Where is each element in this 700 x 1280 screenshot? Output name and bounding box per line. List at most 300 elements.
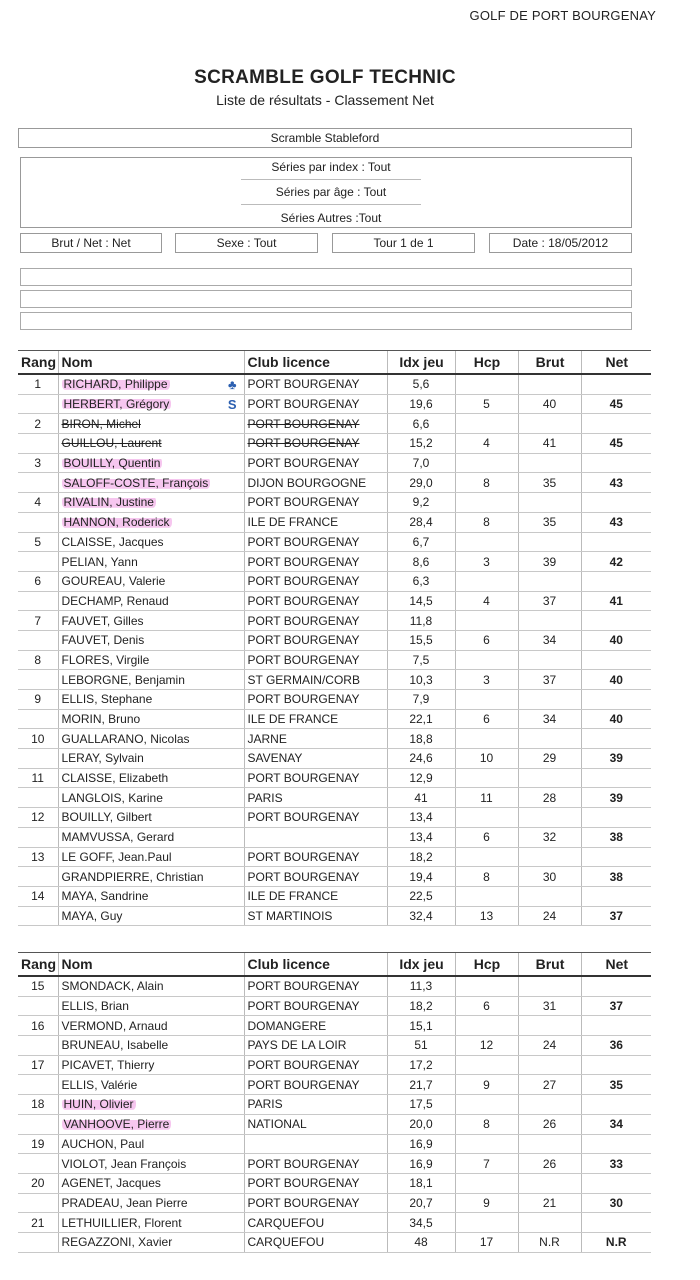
rank-cell: 17 [18, 1055, 58, 1075]
brut-cell: 21 [518, 1193, 581, 1213]
results-table-1 [18, 350, 651, 926]
rank-cell [18, 906, 58, 926]
hcp-cell: 13 [455, 906, 518, 926]
rank-cell [18, 1193, 58, 1213]
player-name: ELLIS, Valérie [58, 1075, 244, 1095]
hcp-cell: 5 [455, 394, 518, 414]
index-cell: 21,7 [387, 1075, 455, 1095]
hcp-cell: 8 [455, 512, 518, 532]
brut-cell [518, 650, 581, 670]
net-cell [581, 1134, 651, 1154]
player-name: FAUVET, Denis [58, 630, 244, 650]
index-cell: 6,3 [387, 571, 455, 591]
club-cell: SAVENAY [244, 749, 387, 769]
net-cell [581, 374, 651, 394]
rank-cell: 8 [18, 650, 58, 670]
table-row [18, 1114, 651, 1134]
net-cell [581, 729, 651, 749]
hcp-cell [455, 650, 518, 670]
net-cell [581, 1055, 651, 1075]
hcp-cell [455, 532, 518, 552]
net-cell: 45 [581, 394, 651, 414]
brut-cell: N.R [518, 1232, 581, 1252]
brut-cell: 37 [518, 670, 581, 690]
brut-cell: 37 [518, 591, 581, 611]
brut-cell [518, 1173, 581, 1193]
club-cell: PORT BOURGENAY [244, 996, 387, 1016]
table-row [18, 434, 651, 454]
club-cell: PORT BOURGENAY [244, 1173, 387, 1193]
rank-cell [18, 827, 58, 847]
player-name: RICHARD, Philippe ♣ [58, 374, 244, 394]
index-cell: 17,2 [387, 1055, 455, 1075]
brut-cell [518, 886, 581, 906]
club-cell: ILE DE FRANCE [244, 709, 387, 729]
brut-cell [518, 414, 581, 434]
net-cell [581, 571, 651, 591]
net-cell [581, 768, 651, 788]
col-nom-header: Nom [58, 351, 244, 375]
rank-cell [18, 1036, 58, 1056]
rank-cell [18, 394, 58, 414]
table-row [18, 827, 651, 847]
col-hcp-header: Hcp [455, 953, 518, 977]
player-name: CLAISSE, Elizabeth [58, 768, 244, 788]
table-row [18, 1154, 651, 1174]
rank-cell: 19 [18, 1134, 58, 1154]
player-name: BRUNEAU, Isabelle [58, 1036, 244, 1056]
hcp-cell: 3 [455, 552, 518, 572]
index-cell: 7,9 [387, 690, 455, 710]
table-row [18, 493, 651, 513]
hcp-cell: 7 [455, 1154, 518, 1174]
table-row [18, 394, 651, 414]
player-name: HUIN, Olivier [58, 1095, 244, 1115]
brut-cell [518, 611, 581, 631]
results-table-2 [18, 952, 651, 1253]
index-cell: 24,6 [387, 749, 455, 769]
rank-cell: 12 [18, 808, 58, 828]
empty-row-1 [20, 268, 632, 286]
empty-row-3 [20, 312, 632, 330]
table-row [18, 670, 651, 690]
index-cell: 9,2 [387, 493, 455, 513]
index-cell: 11,3 [387, 976, 455, 996]
net-cell [581, 1095, 651, 1115]
club-cell: PORT BOURGENAY [244, 532, 387, 552]
rank-cell: 9 [18, 690, 58, 710]
col-brut-header: Brut [518, 351, 581, 375]
table-header-row [18, 953, 651, 977]
net-cell: 37 [581, 996, 651, 1016]
brut-cell [518, 808, 581, 828]
col-club-header: Club licence [244, 953, 387, 977]
index-cell: 13,4 [387, 827, 455, 847]
brut-cell [518, 1095, 581, 1115]
rank-cell: 5 [18, 532, 58, 552]
table-row [18, 591, 651, 611]
brut-cell [518, 690, 581, 710]
rank-cell [18, 512, 58, 532]
index-cell: 34,5 [387, 1213, 455, 1233]
club-cell: PORT BOURGENAY [244, 374, 387, 394]
table-row [18, 1036, 651, 1056]
col-net-header: Net [581, 351, 651, 375]
table-row [18, 571, 651, 591]
brut-cell: 34 [518, 709, 581, 729]
hcp-cell [455, 976, 518, 996]
filter-brut-net: Brut / Net : Net [20, 233, 162, 253]
player-name: HERBERT, Grégory S [58, 394, 244, 414]
player-name: LETHUILLIER, Florent [58, 1213, 244, 1233]
club-cell: PORT BOURGENAY [244, 847, 387, 867]
rank-cell: 20 [18, 1173, 58, 1193]
table-row [18, 414, 651, 434]
table-row [18, 1016, 651, 1036]
brut-cell [518, 532, 581, 552]
brut-cell: 29 [518, 749, 581, 769]
hcp-cell: 17 [455, 1232, 518, 1252]
table-row [18, 996, 651, 1016]
club-cell: CARQUEFOU [244, 1213, 387, 1233]
index-cell: 20,7 [387, 1193, 455, 1213]
table-row [18, 906, 651, 926]
net-cell: 43 [581, 512, 651, 532]
player-name: LANGLOIS, Karine [58, 788, 244, 808]
series-autres: Séries Autres :Tout [280, 211, 382, 225]
player-name: REGAZZONI, Xavier [58, 1232, 244, 1252]
player-name: MAYA, Guy [58, 906, 244, 926]
rank-cell: 16 [18, 1016, 58, 1036]
hcp-cell [455, 1173, 518, 1193]
table-row [18, 532, 651, 552]
club-cell: PORT BOURGENAY [244, 768, 387, 788]
table-row [18, 886, 651, 906]
player-name: MAMVUSSA, Gerard [58, 827, 244, 847]
col-club-header: Club licence [244, 351, 387, 375]
table-row [18, 1213, 651, 1233]
net-cell: 35 [581, 1075, 651, 1095]
hcp-cell: 3 [455, 670, 518, 690]
rank-cell [18, 867, 58, 887]
net-cell [581, 886, 651, 906]
brut-cell: 32 [518, 827, 581, 847]
table-row [18, 808, 651, 828]
club-cell [244, 827, 387, 847]
table-row [18, 630, 651, 650]
net-cell [581, 1016, 651, 1036]
index-cell: 10,3 [387, 670, 455, 690]
brut-cell [518, 571, 581, 591]
brut-cell: 24 [518, 1036, 581, 1056]
hcp-cell [455, 690, 518, 710]
player-name: GOUREAU, Valerie [58, 571, 244, 591]
club-cell: PORT BOURGENAY [244, 1154, 387, 1174]
brut-cell [518, 374, 581, 394]
brut-cell [518, 493, 581, 513]
net-cell: 43 [581, 473, 651, 493]
col-idx-header: Idx jeu [387, 953, 455, 977]
rank-cell: 2 [18, 414, 58, 434]
player-name: BOUILLY, Gilbert [58, 808, 244, 828]
brut-cell: 35 [518, 473, 581, 493]
rank-cell: 11 [18, 768, 58, 788]
net-cell: 40 [581, 709, 651, 729]
club-cell: ST MARTINOIS [244, 906, 387, 926]
index-cell: 18,2 [387, 996, 455, 1016]
table-row [18, 512, 651, 532]
index-cell: 41 [387, 788, 455, 808]
col-brut-header: Brut [518, 953, 581, 977]
net-cell: 36 [581, 1036, 651, 1056]
table-row [18, 709, 651, 729]
hcp-cell [455, 414, 518, 434]
player-name: BOUILLY, Quentin [58, 453, 244, 473]
club-cell: ST GERMAIN/CORB [244, 670, 387, 690]
club-cell: PORT BOURGENAY [244, 453, 387, 473]
table-row [18, 847, 651, 867]
brut-cell: 41 [518, 434, 581, 454]
hcp-cell: 9 [455, 1075, 518, 1095]
col-hcp-header: Hcp [455, 351, 518, 375]
club-cell: PORT BOURGENAY [244, 552, 387, 572]
table-row [18, 729, 651, 749]
player-name: VIOLOT, Jean François [58, 1154, 244, 1174]
brut-cell: 24 [518, 906, 581, 926]
brut-cell [518, 1213, 581, 1233]
club-cell: JARNE [244, 729, 387, 749]
hcp-cell [455, 768, 518, 788]
hcp-cell: 4 [455, 591, 518, 611]
table-row [18, 976, 651, 996]
competition-name: Scramble Stableford [270, 131, 380, 145]
player-name: ELLIS, Stephane [58, 690, 244, 710]
net-cell: 45 [581, 434, 651, 454]
index-cell: 48 [387, 1232, 455, 1252]
brut-cell: 39 [518, 552, 581, 572]
table-row [18, 374, 651, 394]
rank-cell [18, 552, 58, 572]
brut-cell [518, 847, 581, 867]
table-row [18, 768, 651, 788]
series-box [20, 157, 632, 228]
hcp-cell: 8 [455, 473, 518, 493]
net-cell: N.R [581, 1232, 651, 1252]
table-row [18, 1095, 651, 1115]
competition-box [18, 128, 632, 148]
player-name: LE GOFF, Jean.Paul [58, 847, 244, 867]
col-net-header: Net [581, 953, 651, 977]
hcp-cell [455, 1134, 518, 1154]
rank-cell [18, 996, 58, 1016]
table-header-row [18, 351, 651, 375]
index-cell: 6,7 [387, 532, 455, 552]
index-cell: 13,4 [387, 808, 455, 828]
hcp-cell [455, 1055, 518, 1075]
table-row [18, 1193, 651, 1213]
rank-cell: 21 [18, 1213, 58, 1233]
net-cell: 30 [581, 1193, 651, 1213]
player-name: PELIAN, Yann [58, 552, 244, 572]
net-cell: 39 [581, 788, 651, 808]
player-name: VERMOND, Arnaud [58, 1016, 244, 1036]
sticker-icon: S [227, 396, 237, 412]
club-cell: PORT BOURGENAY [244, 571, 387, 591]
player-name: BIRON, Michel [58, 414, 244, 434]
empty-row-2 [20, 290, 632, 308]
brut-cell: 27 [518, 1075, 581, 1095]
club-cell: PORT BOURGENAY [244, 867, 387, 887]
brut-cell [518, 768, 581, 788]
hcp-cell [455, 611, 518, 631]
brut-cell [518, 1134, 581, 1154]
index-cell: 15,2 [387, 434, 455, 454]
hcp-cell: 12 [455, 1036, 518, 1056]
table-row [18, 552, 651, 572]
table-row [18, 1075, 651, 1095]
player-name: GUALLARANO, Nicolas [58, 729, 244, 749]
index-cell: 18,2 [387, 847, 455, 867]
net-cell [581, 414, 651, 434]
net-cell: 42 [581, 552, 651, 572]
net-cell: 41 [581, 591, 651, 611]
player-name: PRADEAU, Jean Pierre [58, 1193, 244, 1213]
club-cell: PORT BOURGENAY [244, 1193, 387, 1213]
hcp-cell: 6 [455, 630, 518, 650]
hcp-cell [455, 808, 518, 828]
brut-cell [518, 1016, 581, 1036]
rank-cell: 10 [18, 729, 58, 749]
club-cell: NATIONAL [244, 1114, 387, 1134]
page-title: SCRAMBLE GOLF TECHNIC [194, 67, 456, 88]
table-row [18, 867, 651, 887]
table-row [18, 1173, 651, 1193]
table-row [18, 1232, 651, 1252]
brut-cell: 34 [518, 630, 581, 650]
filter-tour: Tour 1 de 1 [332, 233, 475, 253]
table-row [18, 473, 651, 493]
index-cell: 20,0 [387, 1114, 455, 1134]
hcp-cell [455, 729, 518, 749]
club-cell: PORT BOURGENAY [244, 611, 387, 631]
index-cell: 19,6 [387, 394, 455, 414]
net-cell [581, 808, 651, 828]
rank-cell: 1 [18, 374, 58, 394]
player-name: HANNON, Roderick [58, 512, 244, 532]
table-row [18, 749, 651, 769]
club-cell: PORT BOURGENAY [244, 650, 387, 670]
player-name: AUCHON, Paul [58, 1134, 244, 1154]
rank-cell [18, 788, 58, 808]
net-cell [581, 1173, 651, 1193]
net-cell: 37 [581, 906, 651, 926]
player-name: SMONDACK, Alain [58, 976, 244, 996]
index-cell: 15,5 [387, 630, 455, 650]
net-cell [581, 976, 651, 996]
club-cell: PARIS [244, 1095, 387, 1115]
hcp-cell: 6 [455, 827, 518, 847]
brut-cell: 40 [518, 394, 581, 414]
brut-cell [518, 729, 581, 749]
club-cell [244, 1134, 387, 1154]
index-cell: 16,9 [387, 1134, 455, 1154]
brut-cell: 30 [518, 867, 581, 887]
player-name: CLAISSE, Jacques [58, 532, 244, 552]
rank-cell [18, 473, 58, 493]
index-cell: 32,4 [387, 906, 455, 926]
net-cell [581, 611, 651, 631]
club-cell: PORT BOURGENAY [244, 414, 387, 434]
brut-cell [518, 453, 581, 473]
index-cell: 14,5 [387, 591, 455, 611]
club-cell: PORT BOURGENAY [244, 976, 387, 996]
index-cell: 6,6 [387, 414, 455, 434]
player-name: MAYA, Sandrine [58, 886, 244, 906]
index-cell: 11,8 [387, 611, 455, 631]
player-name: DECHAMP, Renaud [58, 591, 244, 611]
net-cell: 34 [581, 1114, 651, 1134]
rank-cell [18, 670, 58, 690]
index-cell: 5,6 [387, 374, 455, 394]
player-name: RIVALIN, Justine [58, 493, 244, 513]
player-name: GUILLOU, Laurent [58, 434, 244, 454]
club-cell: ILE DE FRANCE [244, 512, 387, 532]
club-cell: PORT BOURGENAY [244, 394, 387, 414]
player-name: LEBORGNE, Benjamin [58, 670, 244, 690]
rank-cell [18, 1154, 58, 1174]
net-cell: 39 [581, 749, 651, 769]
net-cell [581, 847, 651, 867]
club-cell: ILE DE FRANCE [244, 886, 387, 906]
club-cell: CARQUEFOU [244, 1232, 387, 1252]
index-cell: 12,9 [387, 768, 455, 788]
rank-cell [18, 1075, 58, 1095]
player-name: FAUVET, Gilles [58, 611, 244, 631]
sticker-icon: ♣ [227, 376, 237, 392]
index-cell: 22,5 [387, 886, 455, 906]
club-cell: PORT BOURGENAY [244, 808, 387, 828]
hcp-cell [455, 1016, 518, 1036]
rank-cell [18, 591, 58, 611]
rank-cell: 18 [18, 1095, 58, 1115]
club-cell: PORT BOURGENAY [244, 434, 387, 454]
rank-cell [18, 630, 58, 650]
player-name: MORIN, Bruno [58, 709, 244, 729]
hcp-cell: 8 [455, 867, 518, 887]
rank-cell: 14 [18, 886, 58, 906]
club-cell: PORT BOURGENAY [244, 591, 387, 611]
rank-cell [18, 1232, 58, 1252]
hcp-cell: 6 [455, 996, 518, 1016]
col-idx-header: Idx jeu [387, 351, 455, 375]
rank-cell [18, 749, 58, 769]
table-row [18, 650, 651, 670]
series-index: Séries par index : Tout [271, 160, 391, 174]
player-name: PICAVET, Thierry [58, 1055, 244, 1075]
hcp-cell: 11 [455, 788, 518, 808]
brut-cell: 35 [518, 512, 581, 532]
hcp-cell [455, 886, 518, 906]
index-cell: 7,0 [387, 453, 455, 473]
net-cell [581, 650, 651, 670]
player-name: GRANDPIERRE, Christian [58, 867, 244, 887]
hcp-cell: 6 [455, 709, 518, 729]
net-cell: 40 [581, 630, 651, 650]
rank-cell: 3 [18, 453, 58, 473]
club-cell: PORT BOURGENAY [244, 1075, 387, 1095]
index-cell: 15,1 [387, 1016, 455, 1036]
net-cell [581, 1213, 651, 1233]
